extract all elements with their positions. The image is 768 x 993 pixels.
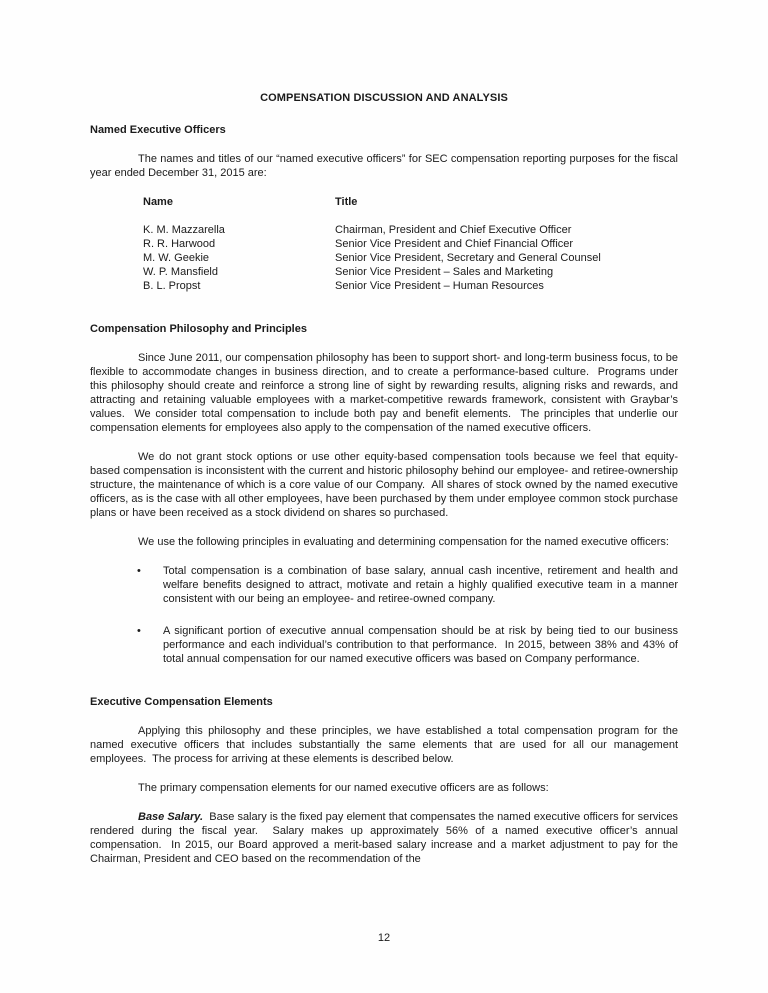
paragraph-base-salary xyxy=(90,810,682,866)
base-salary-text: Base salary is the fixed pay element that compensates the named executive officers for services rendered during the fiscal year. Salary makes up approximately 56% of a named executive officer’s annual compensation. In 2015, our Board approved a merit-based salary increase and a market adjustment to pay for the Chairman, President and CEO based on the recommendation of the xyxy=(90,811,682,865)
base-salary-lead-in: Base Salary. xyxy=(138,811,204,823)
section-heading-executive-compensation-elements: Executive Compensation Elements xyxy=(90,696,273,708)
officers-table xyxy=(143,195,678,293)
table-row xyxy=(143,265,678,279)
officers-table-header-row xyxy=(143,195,678,209)
column-header-name: Name xyxy=(143,196,173,208)
section-heading-named-executive-officers: Named Executive Officers xyxy=(90,124,226,136)
officer-name: B. L. Propst xyxy=(143,280,201,292)
officer-name: R. R. Harwood xyxy=(143,238,216,250)
table-row xyxy=(143,251,678,265)
paragraph-elements-2: The primary compensation elements for our named executive officers are as follows: xyxy=(138,782,549,794)
page-number: 12 xyxy=(377,932,391,944)
paragraph-officers-intro: The names and titles of our “named executive officers” for SEC compensation reporting purposes for the fiscal year ended December 31, 2015 are: xyxy=(90,153,682,179)
paragraph-philosophy-3: We use the following principles in evaluating and determining compensation for the named executive officers: xyxy=(138,536,669,548)
officer-title: Senior Vice President – Sales and Marketing xyxy=(335,266,554,278)
table-row xyxy=(143,237,678,251)
table-row xyxy=(143,223,678,237)
officer-title: Senior Vice President and Chief Financial Officer xyxy=(335,238,574,250)
paragraph-philosophy-1: Since June 2011, our compensation philosophy has been to support short- and long-term business focus, to be flexible to accommodate changes in business direction, and to create a performance-based culture. Programs under this philosophy should create and reinforce a strong line of sight by rewarding results, aligning risks and rewards, and attracting and retaining valuable employees with a market-competitive rewards framework, consistent with Graybar’s values. We consider total compensation to include both pay and benefit elements. The principles that underlie our compensation elements for employees also apply to the compensation of the named executive officers. xyxy=(90,352,682,434)
paragraph-elements-1: Applying this philosophy and these principles, we have established a total compensation program for the named executive officers that includes substantially the same elements that are used for all our management employees. The process for arriving at these elements is described below. xyxy=(90,725,682,765)
list-item-at-risk-compensation: • A significant portion of executive annual compensation should be at risk by being tied to our business performance and each individual’s contribution to that performance. In 2015, between 38% and 43% of total annual compensation for our named executive officers was based on Company performance. xyxy=(163,624,678,666)
officer-name: M. W. Geekie xyxy=(143,252,210,264)
officer-name: K. M. Mazzarella xyxy=(143,224,225,236)
list-item-total-compensation: • Total compensation is a combination of base salary, annual cash incentive, retirement and health and welfare benefits designed to attract, motivate and retain a highly qualified executive team in a manner consistent with our being an employee- and retiree-owned company. xyxy=(163,564,678,606)
paragraph-philosophy-2: We do not grant stock options or use other equity-based compensation tools because we feel that equity-based compensation is inconsistent with the current and historic philosophy behind our employee- and retiree-ownership structure, the maintenance of which is a core value of our Company. All shares of stock owned by the named executive officers, as is the case with all other employees, have been purchased by them under employee common stock purchase plans or have been received as a stock dividend on shares so purchased. xyxy=(90,451,682,519)
officer-title: Senior Vice President – Human Resources xyxy=(335,280,544,292)
document-title: COMPENSATION DISCUSSION AND ANALYSIS xyxy=(260,92,508,104)
officer-title: Senior Vice President, Secretary and General Counsel xyxy=(335,252,601,264)
officer-title: Chairman, President and Chief Executive Officer xyxy=(335,224,572,236)
column-header-title: Title xyxy=(335,196,358,208)
table-row xyxy=(143,279,678,293)
section-heading-compensation-philosophy: Compensation Philosophy and Principles xyxy=(90,323,307,335)
officer-name: W. P. Mansfield xyxy=(143,266,218,278)
